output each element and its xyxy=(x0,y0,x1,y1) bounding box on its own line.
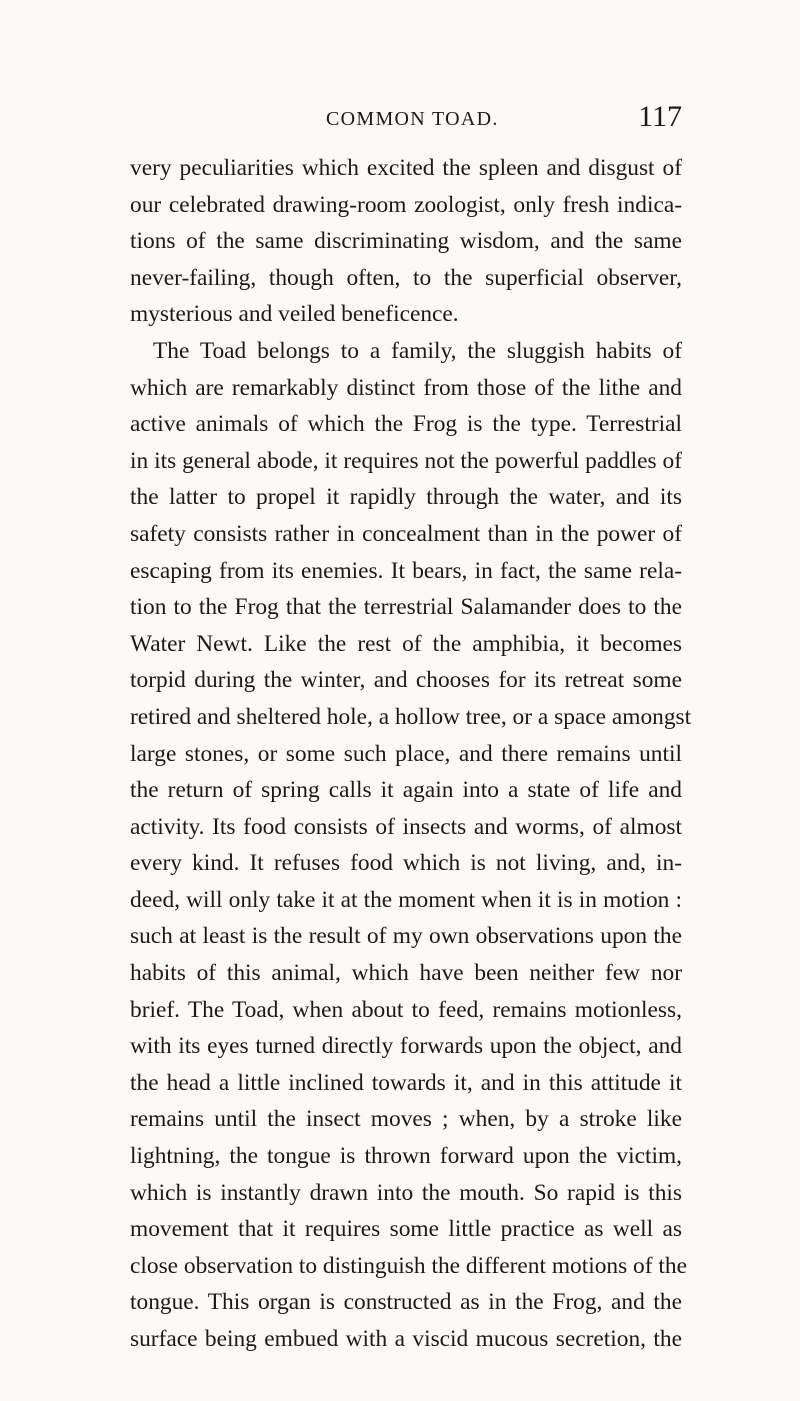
text-line: which is instantly drawn into the mouth. So rapid is this xyxy=(130,1179,682,1206)
text-line: brief. The Toad, when about to feed, remains motionless, xyxy=(130,996,682,1023)
running-title: COMMON TOAD. xyxy=(326,108,499,130)
text-line: retired and sheltered hole, a hollow tree, or a space amongst xyxy=(130,703,692,730)
text-line: very peculiarities which excited the spleen and disgust of xyxy=(130,155,682,181)
text-line: tion to the Frog that the terrestrial Salamander does to the xyxy=(130,594,682,621)
text-line: safety consists rather in concealment than in the power of xyxy=(130,520,682,547)
text-line: lightning, the tongue is thrown forward upon the victim, xyxy=(130,1143,682,1170)
text-line: mysterious and veiled beneficence. xyxy=(130,301,459,328)
text-line: tions of the same discriminating wisdom, and the same xyxy=(130,228,682,255)
text-line: habits of this animal, which have been neither few nor xyxy=(130,960,682,987)
text-line: our celebrated drawing-room zoologist, only fresh indica- xyxy=(130,191,682,218)
text-line: the head a little inclined towards it, and in this attitude it xyxy=(130,1069,682,1096)
text-line: activity. Its food consists of insects and worms, of almost xyxy=(130,813,682,840)
body-text xyxy=(130,150,692,1358)
text-line: never-failing, though often, to the superficial observer, xyxy=(130,264,682,291)
text-line: with its eyes turned directly forwards upon the object, and xyxy=(130,1033,682,1060)
text-line: active animals of which the Frog is the type. Terrestrial xyxy=(130,411,682,438)
text-line: The Toad belongs to a family, the sluggish habits of xyxy=(153,337,682,364)
running-head xyxy=(130,100,682,140)
text-line: such at least is the result of my own observations upon the xyxy=(130,923,682,950)
page-number: 117 xyxy=(638,100,682,133)
text-line: remains until the insect moves ; when, by a stroke like xyxy=(130,1106,682,1133)
text-line: in its general abode, it requires not the powerful paddles of xyxy=(130,447,682,474)
text-line: large stones, or some such place, and there remains until xyxy=(130,740,682,767)
text-line: torpid during the winter, and chooses for its retreat some xyxy=(130,667,682,694)
text-line: the return of spring calls it again into a state of life and xyxy=(130,777,682,804)
text-line: the latter to propel it rapidly through the water, and its xyxy=(130,484,682,511)
text-line: which are remarkably distinct from those of the lithe and xyxy=(130,374,682,401)
text-line: Water Newt. Like the rest of the amphibia, it becomes xyxy=(130,630,682,657)
text-line: tongue. This organ is constructed as in the Frog, and the xyxy=(130,1289,682,1316)
text-line: surface being embued with a viscid mucous secretion, the xyxy=(130,1326,682,1352)
text-line: movement that it requires some little practice as well as xyxy=(130,1216,682,1243)
text-line: every kind. It refuses food which is not living, and, in- xyxy=(130,850,682,877)
text-line: close observation to distinguish the different motions of the xyxy=(130,1252,687,1279)
text-line: deed, will only take it at the moment when it is in motion : xyxy=(130,886,682,913)
text-line: escaping from its enemies. It bears, in fact, the same rela- xyxy=(130,557,682,584)
